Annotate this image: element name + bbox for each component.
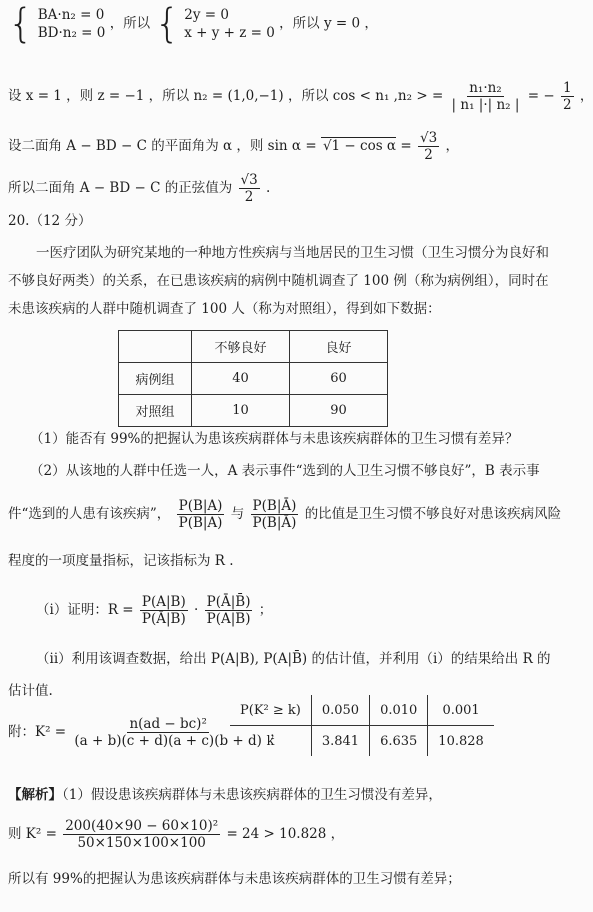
proof-label: （i）证明：R = bbox=[36, 602, 134, 618]
sqrt3-numerator: √3 bbox=[419, 130, 438, 146]
table-cell: 0.001 bbox=[428, 695, 494, 726]
subquestion-ii: （ii）利用该调查数据，给出 P(A|B), P(A|B̄) 的估计值，并利用（i）的结果给出 R 的 bbox=[36, 651, 551, 667]
cosine-line bbox=[8, 80, 593, 113]
system1-eq2: BD·n₂ = 0 bbox=[37, 25, 106, 41]
subquestion-2: （2）从该地的人群中任选一人，A 表示事件“选到的人卫生习惯不够良好”，B 表示事 bbox=[30, 463, 540, 479]
answer-numerator: √3 bbox=[240, 172, 258, 188]
coordinate-system bbox=[184, 6, 275, 42]
subquestion-1: （1）能否有 99%的把握认为患该疾病群体与未患该疾病群体的卫生习惯有差异？ bbox=[30, 431, 519, 447]
fraction-denominator: P(A|B̄) bbox=[206, 611, 251, 627]
estimate-text: 估计值. bbox=[8, 683, 53, 699]
problem-para-1: 一医疗团队为研究某地的一种地方性疾病与当地居民的卫生习惯（卫生习惯分为良好和 bbox=[36, 245, 549, 261]
table-corner-cell bbox=[119, 331, 192, 363]
fraction-numerator: P(B|A) bbox=[178, 498, 223, 514]
problem-para-2: 不够良好两类）的关系，在已患该疾病的病例中随机调查了 100 例（称为病例组），同时在 bbox=[8, 273, 549, 289]
comma: ， bbox=[270, 724, 284, 740]
fraction-numerator: P(B|Ā) bbox=[252, 498, 297, 514]
system1-eq1: BA·n₂ = 0 bbox=[37, 7, 105, 23]
k-squared-result: = 24 > 10.828 ， bbox=[226, 826, 345, 842]
solution-hypothesis: （1）假设患该疾病群体与未患该疾病群体的卫生习惯没有差异， bbox=[62, 787, 442, 803]
comma: ， bbox=[445, 138, 459, 154]
table-header-row bbox=[119, 331, 388, 363]
so-text: ，所以 bbox=[109, 15, 151, 32]
indicator-definition: 程度的一项度量指标，记该指标为 R . bbox=[8, 553, 234, 569]
solution-conclusion: 所以有 99%的把握认为患该疾病群体与未患该疾病群体的卫生习惯有差异； bbox=[8, 871, 461, 887]
cosine-numerator: n₁·n₂ bbox=[469, 80, 502, 96]
sine-conclusion bbox=[8, 172, 270, 205]
table-row-label: 对照组 bbox=[119, 395, 192, 427]
table-row-label: P(K² ≥ k) bbox=[240, 702, 301, 718]
half-denominator: 2 bbox=[562, 97, 572, 113]
probability-row bbox=[230, 695, 494, 726]
vector-system-line bbox=[8, 1, 378, 47]
table-cell: 60 bbox=[290, 363, 388, 395]
cosine-fraction bbox=[450, 80, 522, 113]
equals-minus: = − bbox=[527, 88, 555, 104]
k-squared-value-fraction bbox=[63, 818, 220, 851]
two-denominator: 2 bbox=[424, 147, 433, 163]
y-result: ，所以 y = 0 ， bbox=[279, 15, 378, 32]
solution-line-1 bbox=[8, 786, 442, 804]
table-row bbox=[119, 395, 388, 427]
sine-setup: 设二面角 A − BD − C 的平面角为 α ，则 sin α = bbox=[8, 138, 321, 154]
fraction-numerator: n(ad − bc)² bbox=[129, 716, 207, 732]
cosine-denominator: | n₁ |·| n₂ | bbox=[451, 97, 520, 113]
comma: ， bbox=[579, 88, 593, 104]
fraction-numerator: P(Ā|B̄) bbox=[206, 594, 251, 610]
table-cell: 6.635 bbox=[370, 726, 428, 757]
k-squared-computation bbox=[8, 818, 344, 851]
problem-para-3: 未患该疾病的人群中随机调查了 100 人（称为对照组），得到如下数据： bbox=[8, 301, 441, 317]
sine-line bbox=[8, 130, 459, 163]
table-row-label: k bbox=[230, 726, 311, 757]
table-row bbox=[119, 363, 388, 395]
system2-eq1: 2y = 0 bbox=[184, 7, 229, 23]
left-brace: { bbox=[8, 1, 34, 47]
cosine-setup: 设 x = 1 ，则 z = −1 ，所以 n₂ = (1,0,−1) ，所以 cos < n₁ ,n₂ > = bbox=[8, 88, 444, 104]
fraction-numerator: P(A|B) bbox=[141, 594, 186, 610]
table-cell: 90 bbox=[290, 395, 388, 427]
question-number: 20.（12 分） bbox=[8, 213, 92, 229]
fraction-denominator: 50×150×100×100 bbox=[77, 835, 206, 851]
normal-vector-system bbox=[38, 6, 106, 42]
fraction-denominator: P(B̄|A) bbox=[178, 515, 223, 531]
half-fraction bbox=[561, 80, 574, 113]
ratio-fraction-1 bbox=[177, 498, 225, 531]
table-cell: 3.841 bbox=[311, 726, 369, 757]
multiply-dot: · bbox=[194, 602, 199, 618]
system2-eq2: x + y + z = 0 bbox=[184, 25, 275, 41]
table-header-cell: 不够良好 bbox=[192, 331, 290, 363]
table-cell: 0.050 bbox=[311, 695, 369, 726]
equals: = bbox=[400, 138, 416, 154]
table-cell: 10.828 bbox=[428, 726, 494, 757]
and-text: 与 bbox=[230, 506, 245, 522]
half-numerator: 1 bbox=[562, 80, 572, 96]
event-b-definition: 件“选到的人患有该疾病”， bbox=[8, 506, 171, 522]
survey-data-table bbox=[118, 330, 388, 427]
solution-tag: 【解析】 bbox=[8, 787, 62, 803]
table-cell: 10 bbox=[192, 395, 290, 427]
left-brace: { bbox=[154, 1, 180, 47]
fraction-denominator: P(B̄|Ā) bbox=[252, 515, 297, 531]
conclusion-text: 所以二面角 A − BD − C 的正弦值为 bbox=[8, 180, 233, 196]
fraction-numerator: 200(40×90 − 60×10)² bbox=[65, 818, 219, 834]
table-cell: 0.010 bbox=[370, 695, 428, 726]
answer-fraction bbox=[239, 172, 260, 205]
answer-denominator: 2 bbox=[244, 189, 254, 205]
sqrt3-over-2 bbox=[418, 130, 439, 163]
sqrt-expression: √1 − cos α bbox=[322, 138, 397, 154]
ratio-fraction-2 bbox=[251, 498, 299, 531]
table-row-label: 病例组 bbox=[119, 363, 192, 395]
fraction-denominator: P(Ā|B) bbox=[141, 611, 186, 627]
ratio-description: 的比值是卫生习惯不够良好对患该疾病风险 bbox=[304, 506, 562, 522]
critical-value-table bbox=[230, 695, 494, 756]
proof-statement bbox=[36, 594, 272, 627]
k-squared-label: 则 K² = bbox=[8, 826, 57, 842]
period: . bbox=[266, 180, 271, 196]
fraction-denominator: (a + b)(c + d)(a + c)(b + d) bbox=[74, 733, 262, 749]
attachment-label: 附：K² = bbox=[8, 724, 67, 740]
semicolon: ； bbox=[258, 602, 273, 618]
table-header-cell: 良好 bbox=[290, 331, 388, 363]
k-row bbox=[230, 726, 494, 757]
proof-fraction-1 bbox=[140, 594, 188, 627]
proof-fraction-2 bbox=[205, 594, 253, 627]
ratio-line bbox=[8, 498, 561, 531]
table-cell: 40 bbox=[192, 363, 290, 395]
